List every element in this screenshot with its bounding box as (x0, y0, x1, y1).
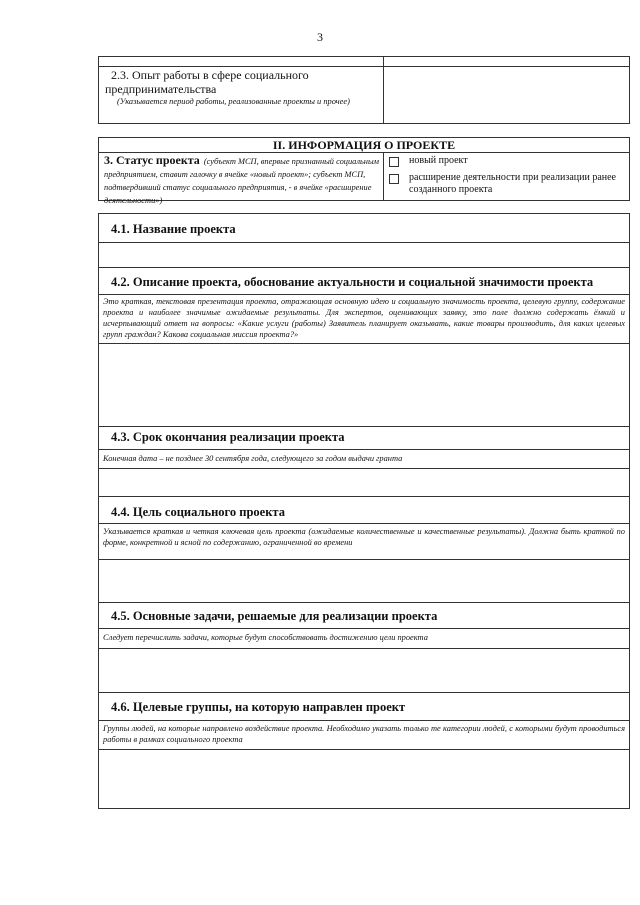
section-note-4-6: Группы людей, на которые направлено воздействие проекта. Необходимо указать только те категории людей, с которыми будут проводиться работы в рамках социального проекта (103, 724, 625, 744)
experience-title: 2.3. Опыт работы в сфере социального (111, 68, 309, 82)
section-title-4-1: 4.1. Название проекта (111, 222, 236, 236)
experience-title-cont: предпринимательства (105, 82, 217, 96)
section-note-4-4: Указывается краткая и четкая ключевая цель проекта (ожидаемые количественные и качественные результаты). Должна быть краткой по форме, конкретной и ясной по содержанию, ограниченной во времени (103, 527, 625, 547)
project-goal-field[interactable] (99, 560, 629, 602)
section-title-4-3: 4.3. Срок окончания реализации проекта (111, 430, 345, 444)
project-end-date-field[interactable] (99, 469, 629, 496)
section-title-4-2: 4.2. Описание проекта, обоснование актуальности и социальной значимости проекта (111, 275, 594, 289)
project-description-field[interactable] (99, 344, 629, 426)
section-title-4-6: 4.6. Целевые группы, на которую направлен проект (111, 700, 406, 714)
experience-note: (Указывается период работы, реализованные проекты и прочее) (117, 97, 350, 106)
project-status-table (98, 137, 630, 205)
section-title-4-4: 4.4. Цель социального проекта (111, 505, 285, 519)
status-note: (субъект МСП, впервые признанный социальным предприятием, ставит галочку в ячейке «новый проект»; субъект МСП, подтвердивший статус социального предприятия, - в ячейке «расширение деятельности») (104, 157, 379, 205)
checkbox-icon[interactable] (389, 157, 399, 167)
section-title-4-5: 4.5. Основные задачи, решаемые для реализации проекта (111, 609, 438, 623)
section-note-4-5: Следует перечислить задачи, которые будут способствовать достижению цели проекта (103, 633, 428, 642)
project-info-table (98, 213, 630, 809)
page-number: 3 (317, 30, 323, 44)
experience-value-field[interactable] (384, 67, 629, 123)
checkbox-icon[interactable] (389, 174, 399, 184)
experience-table (98, 56, 630, 124)
option-new-project[interactable]: новый проект (389, 155, 627, 167)
section-2-header: II. ИНФОРМАЦИЯ О ПРОЕКТЕ (272, 138, 456, 152)
option-expansion[interactable]: расширение деятельности при реализации ранее созданного проекта (389, 172, 627, 196)
target-groups-field[interactable] (99, 750, 629, 808)
section-note-4-3: Конечная дата – не позднее 30 сентября года, следующего за годом выдачи гранта (103, 454, 403, 463)
section-note-4-2: Это краткая, текстовая презентация проекта, отражающая основную идею и социальную значимость проекта, целевую группу, содержание проекта и наиболее значимые ожидаемые результаты. Для экспертов, оценивающих заявку, это поле должно содержать ёмкий и исчерпывающий ответ на вопросы: «Какие услуги (работы) Заявитель планирует оказывать, какие товары производить, для каких целевых групп граждан? Какова социальная миссия проекта?» (103, 297, 625, 339)
project-tasks-field[interactable] (99, 649, 629, 692)
project-name-field[interactable] (99, 243, 629, 267)
status-label: 3. Статус проекта (104, 153, 200, 167)
